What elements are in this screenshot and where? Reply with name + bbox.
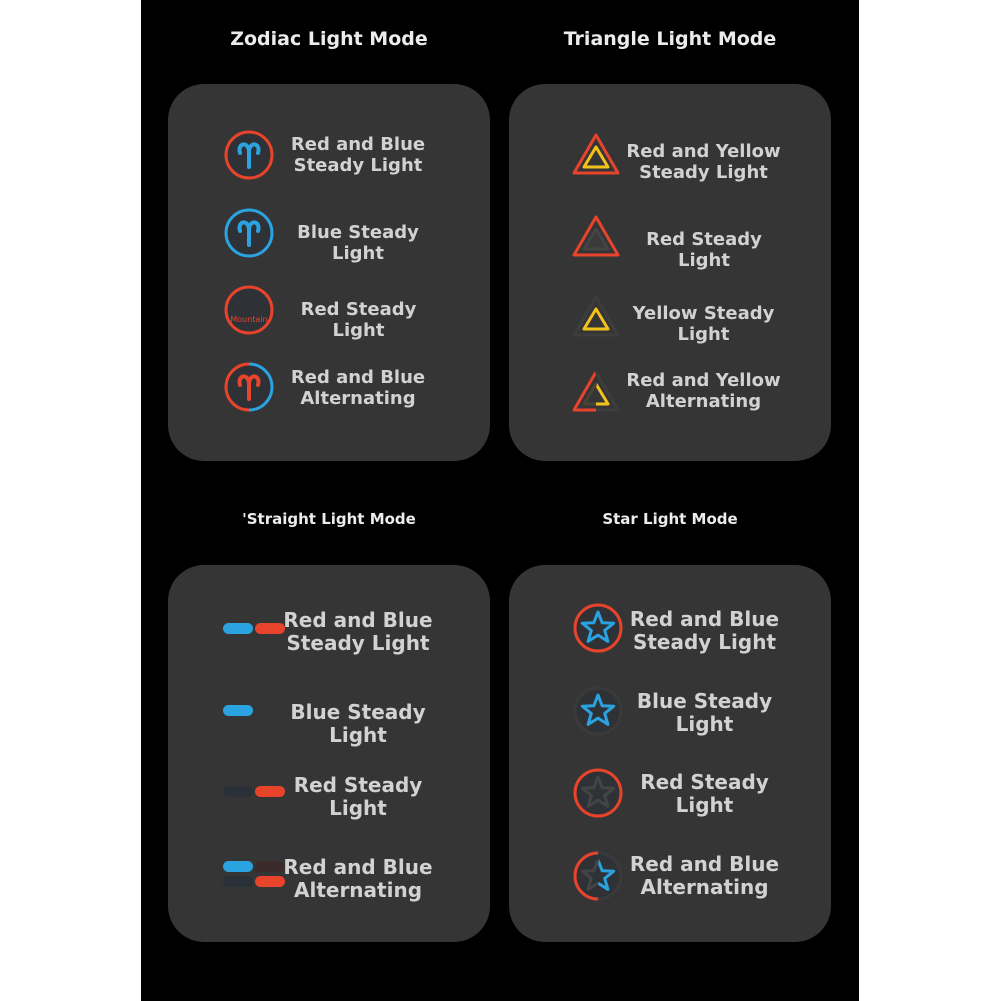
triangle-option-red-yellow[interactable]	[509, 132, 831, 183]
straight-option-blue-label: Blue Steady Light	[290, 700, 426, 747]
star-option-red-blue[interactable]	[509, 602, 831, 654]
zodiac-option-red-blue-label: Red and Blue Steady Light	[290, 134, 426, 176]
triangle-alternating-icon	[571, 369, 621, 413]
star-option-blue-label: Blue Steady Light	[636, 689, 773, 736]
star-option-alternating-label: Red and Blue Alternating	[629, 852, 780, 899]
triangle-option-red[interactable]	[509, 214, 831, 271]
triangle-option-red-label: Red Steady Light	[646, 229, 762, 271]
star-option-red-label: Red Steady Light	[640, 770, 769, 817]
straight-option-red[interactable]	[168, 772, 490, 824]
star-option-red[interactable]	[509, 767, 831, 819]
straight-option-alternating-label: Red and Blue Alternating	[283, 855, 433, 902]
zodiac-card	[168, 84, 490, 461]
aries-alternating-icon	[223, 361, 275, 413]
zodiac-option-blue-label: Blue Steady Light	[297, 222, 419, 264]
star-blue-icon	[572, 685, 624, 737]
zodiac-option-red-blue[interactable]	[168, 129, 490, 181]
star-red-icon	[572, 767, 624, 819]
zodiac-section-title: Zodiac Light Mode	[230, 28, 428, 50]
aries-red-blue-icon	[223, 129, 275, 181]
aries-blue-icon	[223, 207, 275, 259]
triangle-section-title: Triangle Light Mode	[563, 28, 777, 50]
straight-option-alternating[interactable]	[168, 855, 490, 907]
zodiac-option-blue[interactable]	[168, 207, 490, 264]
straight-card	[168, 565, 490, 942]
zodiac-option-alternating[interactable]	[168, 361, 490, 413]
triangle-card	[509, 84, 831, 461]
triangle-option-yellow-label: Yellow Steady Light	[632, 303, 775, 345]
star-option-alternating[interactable]	[509, 850, 831, 902]
triangle-red-yellow-icon	[571, 132, 621, 176]
zodiac-option-alternating-label: Red and Blue Alternating	[290, 367, 426, 409]
light-mode-panel	[141, 0, 859, 1001]
star-option-blue[interactable]	[509, 685, 831, 737]
star-option-red-blue-label: Red and Blue Steady Light	[629, 607, 780, 654]
star-section-title: Star Light Mode	[602, 510, 738, 528]
straight-option-red-label: Red Steady Light	[293, 773, 423, 820]
star-card	[509, 565, 831, 942]
star-alternating-icon	[572, 850, 624, 902]
straight-option-red-blue[interactable]	[168, 607, 490, 659]
zodiac-option-red[interactable]	[168, 284, 490, 341]
triangle-yellow-icon	[571, 294, 621, 338]
svg-text:Mountain: Mountain	[230, 315, 268, 324]
bars-red-icon	[223, 786, 285, 806]
triangle-option-red-yellow-label: Red and Yellow Steady Light	[626, 141, 781, 183]
straight-option-red-blue-label: Red and Blue Steady Light	[283, 608, 433, 655]
triangle-option-yellow[interactable]	[509, 294, 831, 345]
aries-red-icon	[223, 284, 275, 336]
triangle-option-alternating-label: Red and Yellow Alternating	[626, 370, 781, 412]
triangle-option-alternating[interactable]	[509, 369, 831, 417]
star-red-blue-icon	[572, 602, 624, 654]
straight-option-blue[interactable]	[168, 695, 490, 747]
straight-section-title: 'Straight Light Mode	[242, 510, 416, 528]
triangle-red-icon	[571, 214, 621, 258]
zodiac-option-red-label: Red Steady Light	[300, 299, 417, 341]
